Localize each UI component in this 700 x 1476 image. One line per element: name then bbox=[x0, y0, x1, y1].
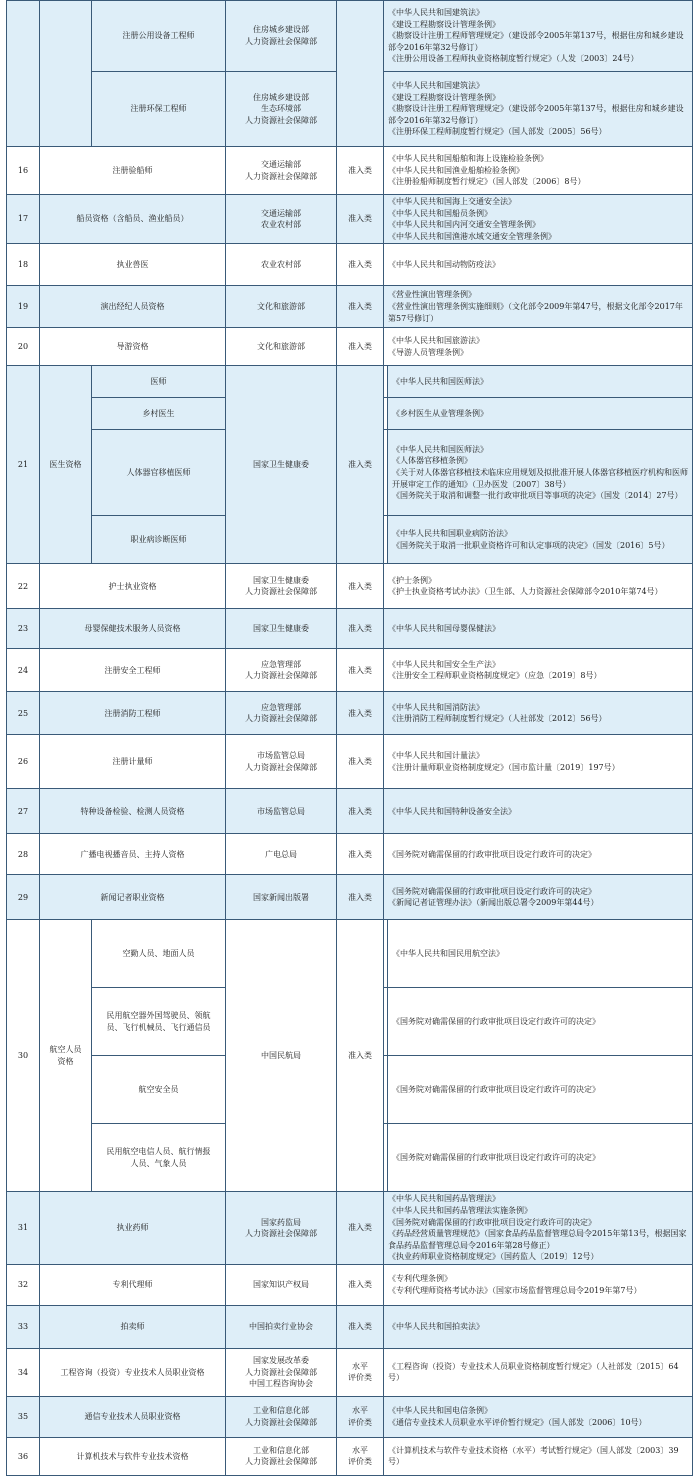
department-line: 人力资源社会保障部 bbox=[245, 671, 317, 681]
department-line: 应急管理部 bbox=[261, 702, 301, 712]
legal-basis bbox=[384, 609, 693, 649]
department bbox=[226, 147, 337, 195]
legal-basis bbox=[384, 328, 693, 366]
department bbox=[226, 649, 337, 692]
department-line: 国家知识产权局 bbox=[253, 1280, 309, 1290]
department-line: 人力资源社会保障部 bbox=[245, 714, 317, 724]
legal-basis-line: 《中华人民共和国船员条例》 bbox=[388, 208, 492, 218]
qualification-name: 导游资格 bbox=[40, 328, 226, 366]
table-row bbox=[7, 920, 693, 988]
department-line: 文化和旅游部 bbox=[257, 342, 305, 352]
table-row bbox=[7, 834, 693, 875]
legal-basis-line: 《国务院对确需保留的行政审批项目设定行政许可的决定》 bbox=[388, 886, 596, 896]
legal-basis-line: 《专利代理师资格考试办法》（国家市场监督管理总局令2019年第7号） bbox=[388, 1285, 642, 1295]
legal-basis-line: 《人体器官移植条例》 bbox=[392, 456, 472, 466]
row-number: 28 bbox=[7, 834, 40, 875]
legal-basis-line: 《勘察设计注册工程师管理规定》（建设部令2005年第137号，根据住房和城乡建设部令2016年第32号修订） bbox=[388, 104, 684, 125]
legal-basis-line: 《国务院对确需保留的行政审批项目设定行政许可的决定》 bbox=[392, 1085, 600, 1095]
table-row bbox=[7, 286, 693, 328]
department-line: 人力资源社会保障部 bbox=[245, 1229, 317, 1239]
department bbox=[226, 1437, 337, 1475]
legal-basis-line: 《注册计量师职业资格制度规定》（国市监计量〔2019〕197号） bbox=[388, 762, 620, 772]
group-name-line: 航空人员 bbox=[49, 1045, 82, 1055]
qualification-name: 护士执业资格 bbox=[40, 564, 226, 609]
table-row bbox=[7, 875, 693, 920]
department-line: 国家发展改革委 bbox=[253, 1356, 309, 1366]
legal-basis-line: 《注册验船师制度暂行规定》（国人部发〔2006〕8号） bbox=[388, 177, 586, 187]
department-line: 工业和信息化部 bbox=[253, 1445, 309, 1455]
department-line: 生态环境部 bbox=[261, 104, 301, 114]
legal-basis-line: 《中华人民共和国安全生产法》 bbox=[388, 659, 500, 669]
qualification-name: 注册安全工程师 bbox=[40, 649, 226, 692]
legal-basis-line: 《国务院对确需保留的行政审批项目设定行政许可的决定》 bbox=[388, 1217, 596, 1227]
department bbox=[226, 1305, 337, 1348]
group-name bbox=[40, 1, 92, 147]
legal-basis-line: 《中华人民共和国电信条例》 bbox=[388, 1406, 492, 1416]
legal-basis-line: 《建设工程勘察设计管理条例》 bbox=[388, 19, 500, 29]
table-row bbox=[7, 692, 693, 735]
qualification-type: 准入类 bbox=[337, 195, 384, 244]
legal-basis-line: 《中华人民共和国药品管理法》 bbox=[388, 1194, 500, 1204]
qualification-type: 准入类 bbox=[337, 328, 384, 366]
row-number: 17 bbox=[7, 195, 40, 244]
legal-basis-line: 《执业药师职业资格制度规定》（国药监人〔2019〕12号） bbox=[388, 1252, 599, 1262]
legal-basis bbox=[384, 147, 693, 195]
legal-basis-line: 《中华人民共和国消防法》 bbox=[388, 702, 484, 712]
legal-basis-line: 《计算机技术与软件专业技术资格（水平）考试暂行规定》（国人部发〔2003〕39号） bbox=[388, 1445, 679, 1467]
qualification-name: 母婴保健技术服务人员资格 bbox=[40, 609, 226, 649]
qualification-type: 准入类 bbox=[337, 286, 384, 328]
legal-basis-line: 《中华人民共和国拍卖法》 bbox=[388, 1322, 484, 1332]
qualification-name: 注册消防工程师 bbox=[40, 692, 226, 735]
qualification-name: 注册计量师 bbox=[40, 735, 226, 789]
group-name: 医生资格 bbox=[40, 366, 92, 564]
legal-basis bbox=[384, 649, 693, 692]
table-row bbox=[7, 1437, 693, 1475]
qualification-type-line: 水平 bbox=[352, 1361, 368, 1371]
legal-basis-line: 《导游人员管理条例》 bbox=[388, 347, 468, 357]
legal-basis bbox=[384, 1264, 693, 1305]
legal-basis bbox=[388, 430, 693, 516]
qualification-type-line: 评价类 bbox=[348, 1417, 372, 1427]
department bbox=[226, 875, 337, 920]
legal-basis-line: 《护士条例》 bbox=[388, 575, 436, 585]
qualification-name: 专利代理师 bbox=[40, 1264, 226, 1305]
legal-basis bbox=[388, 1124, 693, 1192]
table-row bbox=[7, 1264, 693, 1305]
qualification-name-line: 空勤人员、地面人员 bbox=[122, 949, 195, 959]
department bbox=[226, 609, 337, 649]
qualification-type-line: 水平 bbox=[352, 1406, 368, 1416]
qualification-name: 注册环保工程师 bbox=[92, 72, 226, 147]
department bbox=[226, 564, 337, 609]
department-line: 人力资源社会保障部 bbox=[245, 171, 317, 181]
legal-basis bbox=[384, 1348, 693, 1396]
qualification-name: 新闻记者职业资格 bbox=[40, 875, 226, 920]
qualification-type: 准入类 bbox=[337, 244, 384, 286]
department-line: 国家药监局 bbox=[261, 1217, 301, 1227]
department-line: 农业农村部 bbox=[261, 260, 301, 270]
legal-basis-line: 《关于对人体器官移植技术临床应用规划及拟批准开展人体器官移植医疗机构和医师开展审定工作的通知》（卫办医发〔2007〕38号） bbox=[392, 468, 688, 489]
legal-basis-line: 《建设工程勘察设计管理条例》 bbox=[388, 92, 500, 102]
department bbox=[226, 1264, 337, 1305]
legal-basis-line: 《注册消防工程师制度暂行规定》（人社部发〔2012〕56号） bbox=[388, 714, 607, 724]
legal-basis bbox=[384, 875, 693, 920]
department-line: 国家新闻出版署 bbox=[253, 892, 309, 902]
qualification-type: 准入类 bbox=[337, 1305, 384, 1348]
qualification-type: 准入类 bbox=[337, 1264, 384, 1305]
row-number: 30 bbox=[7, 920, 40, 1192]
legal-basis-line: 《中华人民共和国船舶和海上设施检验条例》 bbox=[388, 154, 548, 164]
qualification-name bbox=[92, 1056, 226, 1124]
qualification-name: 执业兽医 bbox=[40, 244, 226, 286]
row-number: 32 bbox=[7, 1264, 40, 1305]
qualification-name: 工程咨询（投资）专业技术人员职业资格 bbox=[40, 1348, 226, 1396]
qualification-name: 特种设备检验、检测人员资格 bbox=[40, 789, 226, 834]
qualification-type-line: 评价类 bbox=[348, 1457, 372, 1467]
qualification-name: 通信专业技术人员职业资格 bbox=[40, 1396, 226, 1437]
department-line: 中国拍卖行业协会 bbox=[249, 1322, 313, 1332]
legal-basis-line: 《国务院对确需保留的行政审批项目设定行政许可的决定》 bbox=[392, 1017, 600, 1027]
legal-basis-line: 《中华人民共和国民用航空法》 bbox=[392, 949, 504, 959]
department bbox=[226, 834, 337, 875]
qualification-type bbox=[337, 1348, 384, 1396]
legal-basis-line: 《营业性演出管理条例实施细则》（文化部令2009年第47号，根据文化部令2017年第57号修订） bbox=[388, 302, 683, 323]
qualification-type: 准入类 bbox=[337, 735, 384, 789]
qualification-name: 广播电视播音员、主持人资格 bbox=[40, 834, 226, 875]
department-line: 市场监管总局 bbox=[257, 806, 305, 816]
qualification-name bbox=[92, 1124, 226, 1192]
legal-basis-line: 《注册环保工程师制度暂行规定》（国人部发〔2005〕56号） bbox=[388, 127, 607, 137]
qualification-name: 计算机技术与软件专业技术资格 bbox=[40, 1437, 226, 1475]
legal-basis-line: 《国务院对确需保留的行政审批项目设定行政许可的决定》 bbox=[388, 849, 596, 859]
department bbox=[226, 366, 337, 564]
qualification-type: 准入类 bbox=[337, 920, 384, 1192]
legal-basis-line: 《营业性演出管理条例》 bbox=[388, 290, 476, 300]
department-line: 交通运输部 bbox=[261, 208, 301, 218]
department bbox=[226, 920, 337, 1192]
qualification-type-line: 水平 bbox=[352, 1445, 368, 1455]
legal-basis-line: 《中华人民共和国建筑法》 bbox=[388, 81, 484, 91]
department-line: 人力资源社会保障部 bbox=[245, 1367, 317, 1377]
legal-basis-line: 《护士执业资格考试办法》（卫生部、人力资源社会保障部令2010年第74号） bbox=[388, 587, 663, 597]
qualification-name: 船员资格（含船员、渔业船员） bbox=[40, 195, 226, 244]
row-number: 33 bbox=[7, 1305, 40, 1348]
qualification-type: 准入类 bbox=[337, 366, 384, 564]
qualification-name-line: 民用航空电信人员、航行情报 bbox=[106, 1147, 211, 1157]
legal-basis-line: 《中华人民共和国旅游法》 bbox=[388, 336, 484, 346]
department bbox=[226, 789, 337, 834]
legal-basis bbox=[384, 195, 693, 244]
row-number: 29 bbox=[7, 875, 40, 920]
legal-basis-line: 《国务院关于取消一批职业资格许可和认定事项的决定》（国发〔2016〕5号） bbox=[392, 540, 670, 550]
table-row bbox=[7, 1305, 693, 1348]
group-name bbox=[40, 920, 92, 1192]
qualification-type: 准入类 bbox=[337, 834, 384, 875]
legal-basis bbox=[384, 1192, 693, 1265]
legal-basis-line: 《通信专业技术人员职业水平评价暂行规定》（国人部发〔2006〕10号） bbox=[388, 1417, 647, 1427]
legal-basis bbox=[388, 398, 693, 430]
row-number: 34 bbox=[7, 1348, 40, 1396]
qualification-name-line: 员、飞行机械员、飞行通信员 bbox=[106, 1022, 211, 1032]
row-number bbox=[7, 1, 40, 147]
department bbox=[226, 328, 337, 366]
legal-basis-line: 《中华人民共和国职业病防治法》 bbox=[392, 529, 512, 539]
qualification-name-line: 人员、气象人员 bbox=[130, 1158, 187, 1168]
row-number: 31 bbox=[7, 1192, 40, 1265]
group-name-line: 资格 bbox=[57, 1056, 74, 1066]
department-line: 人力资源社会保障部 bbox=[245, 115, 317, 125]
table-row bbox=[7, 1, 693, 72]
legal-basis bbox=[384, 72, 693, 147]
qualification-name-line: 民用航空器外国驾驶员、领航 bbox=[106, 1011, 211, 1021]
legal-basis-line: 《乡村医生从业管理条例》 bbox=[392, 409, 488, 419]
department bbox=[226, 1348, 337, 1396]
qualification-name: 人体器官移植医师 bbox=[92, 430, 226, 516]
legal-basis-line: 《专利代理条例》 bbox=[388, 1274, 452, 1284]
department-line: 国家卫生健康委 bbox=[253, 575, 309, 585]
row-number: 36 bbox=[7, 1437, 40, 1475]
legal-basis bbox=[384, 1437, 693, 1475]
table-row bbox=[7, 564, 693, 609]
legal-basis-line: 《国务院关于取消和调整一批行政审批项目等事项的决定》（国发〔2014〕27号） bbox=[392, 491, 683, 501]
legal-basis-line: 《国务院对确需保留的行政审批项目设定行政许可的决定》 bbox=[392, 1153, 600, 1163]
legal-basis bbox=[384, 834, 693, 875]
department bbox=[226, 195, 337, 244]
table-row bbox=[7, 328, 693, 366]
qualification-type: 准入类 bbox=[337, 789, 384, 834]
legal-basis-line: 《中华人民共和国动物防疫法》 bbox=[388, 260, 500, 270]
legal-basis-line: 《勘察设计注册工程师管理规定》（建设部令2005年第137号，根据住房和城乡建设部令2016年第32号修订） bbox=[388, 31, 684, 52]
department-line: 国家卫生健康委 bbox=[253, 460, 309, 470]
legal-basis-line: 《工程咨询（投资）专业技术人员职业资格制度暂行规定》（人社部发〔2015〕64号） bbox=[388, 1361, 679, 1383]
legal-basis bbox=[384, 244, 693, 286]
row-number: 24 bbox=[7, 649, 40, 692]
qualification-type-line: 评价类 bbox=[348, 1373, 372, 1383]
department bbox=[226, 286, 337, 328]
row-number: 18 bbox=[7, 244, 40, 286]
legal-basis-line: 《中华人民共和国计量法》 bbox=[388, 751, 484, 761]
legal-basis bbox=[388, 516, 693, 564]
table-row bbox=[7, 147, 693, 195]
legal-basis bbox=[388, 1056, 693, 1124]
department-line: 人力资源社会保障部 bbox=[245, 762, 317, 772]
department-line: 交通运输部 bbox=[261, 159, 301, 169]
row-number: 27 bbox=[7, 789, 40, 834]
table-row bbox=[7, 1192, 693, 1265]
qualification-name-line: 航空安全员 bbox=[138, 1085, 179, 1095]
department-line: 人力资源社会保障部 bbox=[245, 587, 317, 597]
department bbox=[226, 692, 337, 735]
legal-basis bbox=[384, 789, 693, 834]
row-number: 26 bbox=[7, 735, 40, 789]
qualification-type: 准入类 bbox=[337, 147, 384, 195]
legal-basis bbox=[384, 692, 693, 735]
row-number: 35 bbox=[7, 1396, 40, 1437]
qualification-table bbox=[6, 0, 693, 1476]
legal-basis bbox=[388, 366, 693, 398]
legal-basis-line: 《中华人民共和国医师法》 bbox=[392, 377, 488, 387]
row-number: 21 bbox=[7, 366, 40, 564]
table-row bbox=[7, 366, 693, 398]
qualification-type: 准入类 bbox=[337, 692, 384, 735]
qualification-type: 准入类 bbox=[337, 649, 384, 692]
department-line: 中国民航局 bbox=[261, 1051, 301, 1061]
row-number: 22 bbox=[7, 564, 40, 609]
qualification-type bbox=[337, 1437, 384, 1475]
row-number: 25 bbox=[7, 692, 40, 735]
row-number: 16 bbox=[7, 147, 40, 195]
department bbox=[226, 735, 337, 789]
qualification-type: 准入类 bbox=[337, 875, 384, 920]
legal-basis bbox=[384, 286, 693, 328]
department-line: 中国工程咨询协会 bbox=[249, 1379, 313, 1389]
row-number: 20 bbox=[7, 328, 40, 366]
qualification-type bbox=[337, 1, 384, 147]
legal-basis-line: 《中华人民共和国特种设备安全法》 bbox=[388, 806, 516, 816]
department-line: 国家卫生健康委 bbox=[253, 624, 309, 634]
department-line: 应急管理部 bbox=[261, 659, 301, 669]
department-line: 广电总局 bbox=[265, 849, 297, 859]
legal-basis-line: 《中华人民共和国母婴保健法》 bbox=[388, 624, 500, 634]
legal-basis-line: 《中华人民共和国渔港水域交通安全管理条例》 bbox=[388, 231, 556, 241]
legal-basis-line: 《新闻记者证管理办法》（新闻出版总署令2009年第44号） bbox=[388, 898, 599, 908]
legal-basis-line: 《药品经营质量管理规范》（国家食品药品监督管理总局令2015年第13号，根据国家食品药品监督管理总局令2016年第28号修正） bbox=[388, 1229, 687, 1250]
legal-basis-line: 《中华人民共和国医师法》 bbox=[392, 444, 488, 454]
legal-basis-line: 《注册安全工程师职业资格制度规定》（应急〔2019〕8号） bbox=[388, 671, 602, 681]
legal-basis bbox=[388, 920, 693, 988]
legal-basis-line: 《中华人民共和国建筑法》 bbox=[388, 8, 484, 18]
department bbox=[226, 1192, 337, 1265]
qualification-name: 医师 bbox=[92, 366, 226, 398]
department bbox=[226, 244, 337, 286]
department-line: 文化和旅游部 bbox=[257, 302, 305, 312]
table-row bbox=[7, 789, 693, 834]
row-number: 19 bbox=[7, 286, 40, 328]
legal-basis-line: 《中华人民共和国内河交通安全管理条例》 bbox=[388, 220, 540, 230]
department-line: 人力资源社会保障部 bbox=[245, 1457, 317, 1467]
legal-basis-line: 《注册公用设备工程师执业资格制度暂行规定》（人发〔2003〕24号） bbox=[388, 54, 639, 64]
qualification-name bbox=[92, 988, 226, 1056]
qualification-type: 准入类 bbox=[337, 564, 384, 609]
table-row bbox=[7, 195, 693, 244]
legal-basis-line: 《中华人民共和国海上交通安全法》 bbox=[388, 197, 516, 206]
department-line: 农业农村部 bbox=[261, 220, 301, 230]
table-row bbox=[7, 1348, 693, 1396]
legal-basis bbox=[384, 1305, 693, 1348]
qualification-name: 执业药师 bbox=[40, 1192, 226, 1265]
qualification-type: 准入类 bbox=[337, 609, 384, 649]
table-row bbox=[7, 609, 693, 649]
row-number: 23 bbox=[7, 609, 40, 649]
qualification-name bbox=[92, 920, 226, 988]
department-line: 工业和信息化部 bbox=[253, 1406, 309, 1416]
qualification-name: 乡村医生 bbox=[92, 398, 226, 430]
qualification-name: 拍卖师 bbox=[40, 1305, 226, 1348]
department bbox=[226, 72, 337, 147]
department bbox=[226, 1, 337, 72]
legal-basis-line: 《中华人民共和国药品管理法实施条例》 bbox=[388, 1205, 532, 1215]
legal-basis bbox=[388, 988, 693, 1056]
legal-basis bbox=[384, 564, 693, 609]
qualification-name: 演出经纪人员资格 bbox=[40, 286, 226, 328]
table-row bbox=[7, 735, 693, 789]
qualification-type: 准入类 bbox=[337, 1192, 384, 1265]
department-line: 人力资源社会保障部 bbox=[245, 37, 317, 46]
table-row bbox=[7, 244, 693, 286]
legal-basis-line: 《中华人民共和国渔业船舶检验条例》 bbox=[388, 165, 524, 175]
department-line: 市场监管总局 bbox=[257, 751, 305, 761]
legal-basis bbox=[384, 1, 693, 72]
qualification-name: 职业病诊断医师 bbox=[92, 516, 226, 564]
legal-basis bbox=[384, 735, 693, 789]
department-line: 住房城乡建设部 bbox=[253, 25, 309, 35]
department-line: 人力资源社会保障部 bbox=[245, 1417, 317, 1427]
table-row bbox=[7, 649, 693, 692]
qualification-name: 注册公用设备工程师 bbox=[92, 1, 226, 72]
department-line: 住房城乡建设部 bbox=[253, 92, 309, 102]
qualification-name: 注册验船师 bbox=[40, 147, 226, 195]
